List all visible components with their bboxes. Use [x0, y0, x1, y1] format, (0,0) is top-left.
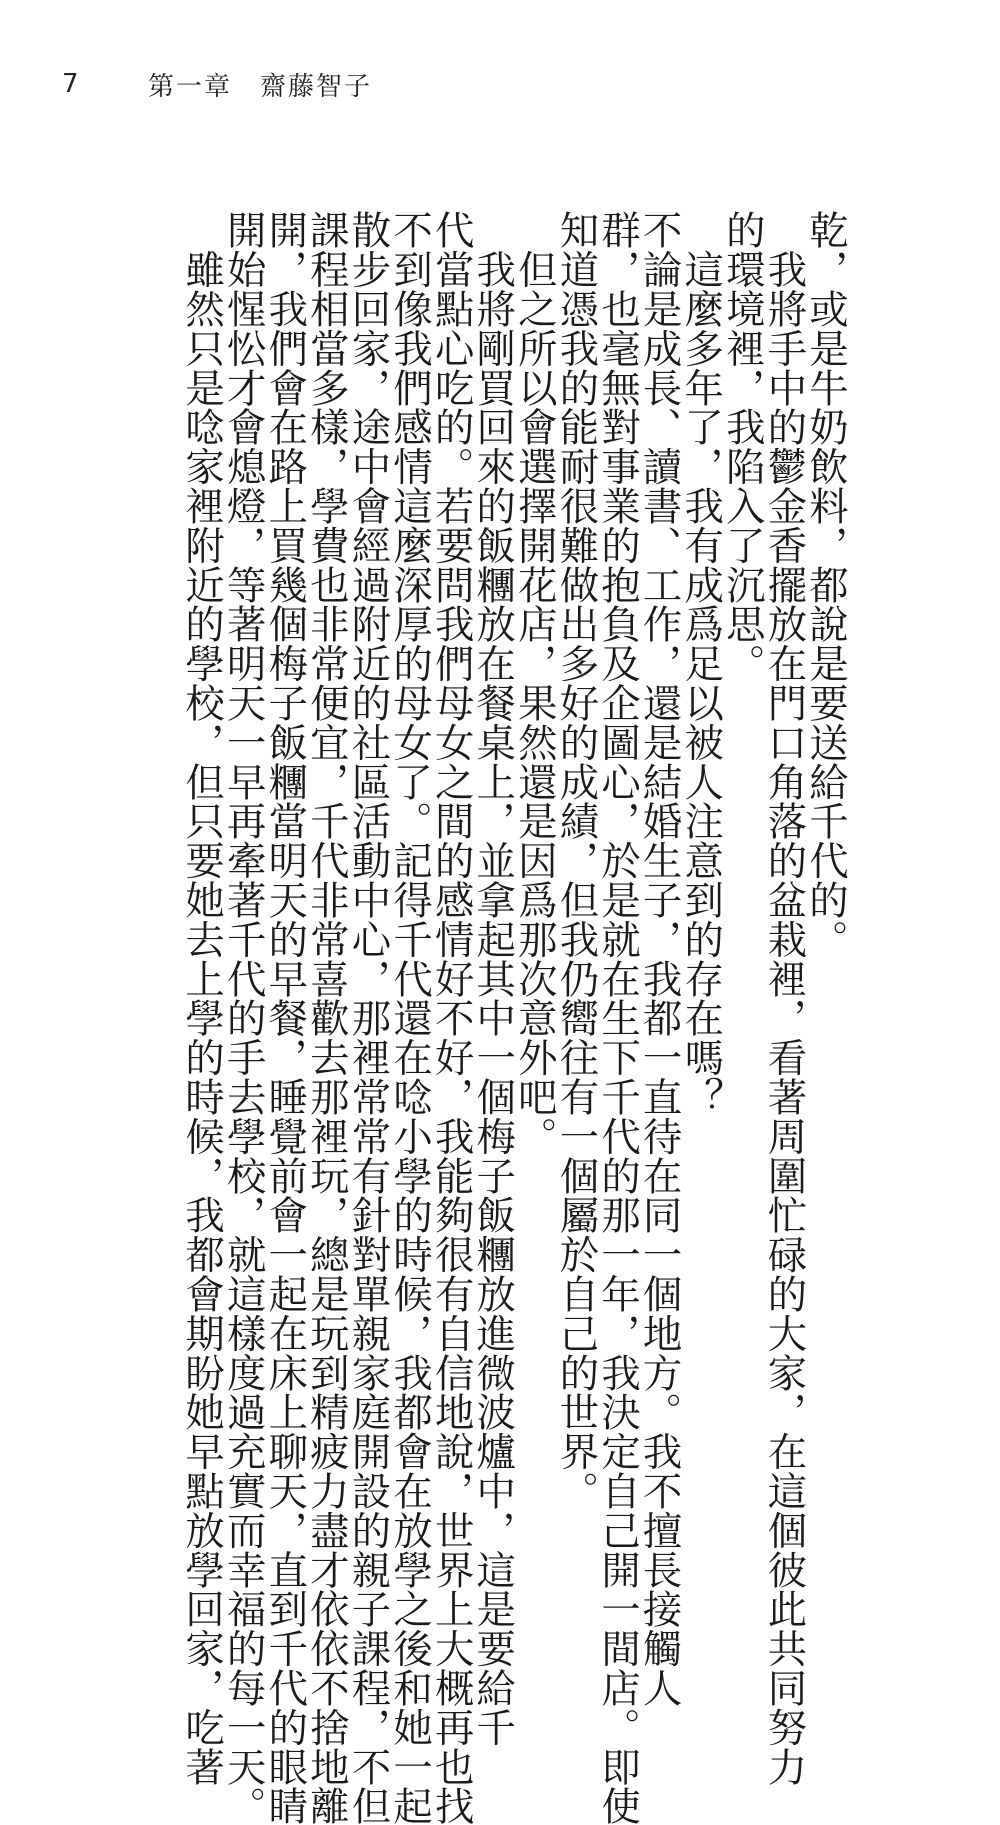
- paragraph: 我將剛買回來的飯糰放在餐桌上，並拿起其中一個梅子飯糰放進微波爐中，這是要給千 代當點心吃的。若要問我們母女之間的感情好不好，我能夠很有自信地說，世界上大概再也找 不到像我們感情這麼深厚的母女了。記得千代還在唸小學的時候，我都會在放學之後和她一起 散步回家，途中會經過附近的社區活動中心，那裡常常有針對單親家庭開設的親子課程，不但 課程相當多樣，學費也非常便宜，千代非常喜歡去那裡玩，總是玩到精疲力盡才依依不捨地離 開，我們會在路上買幾個梅子飯糰當明天的早餐，睡覺前會一起在床上聊天，直到千代的眼睛 開始惺忪才會熄燈，等著明天一早再牽著千代的手去學校，就這樣度過充實而幸福的每一天。: [220, 210, 517, 1825]
- paragraph: 不論是成長、讀書、工作，還是結婚生子，我都一直待在同一個地方。我不擅長接觸人 群，也毫無對事業的抱負及企圖心，於是就在生下千代的那一年，我決定自己開一間店。即使 知道憑我的能耐很難做出多好的成績，但我仍嚮往有一個屬於自己的世界。: [553, 210, 683, 1825]
- paragraph: 但之所以會選擇開花店，果然還是因爲那次意外吧。: [511, 210, 558, 1156]
- paragraph: 這麼多年了，我有成爲足以被人注意到的存在嗎？: [678, 210, 725, 1117]
- paragraph: 我將手中的鬱金香擺放在門口角落的盆栽裡，看著周圍忙碌的大家，在這個彼此共同努力 的環境裡，我陷入了沉思。: [719, 210, 808, 1786]
- body-text: [179, 210, 849, 1825]
- page-header: [62, 64, 372, 104]
- paragraph: 雖然只是唸家裡附近的學校，但只要她去上學的時候，我都會期盼她早點放學回家，吃著: [179, 210, 226, 1786]
- chapter-title: 第一章 齋藤智子: [148, 71, 373, 102]
- page-number: 7: [62, 69, 79, 99]
- paragraph: 乾，或是牛奶飲料，都說是要送給千代的。: [803, 210, 849, 959]
